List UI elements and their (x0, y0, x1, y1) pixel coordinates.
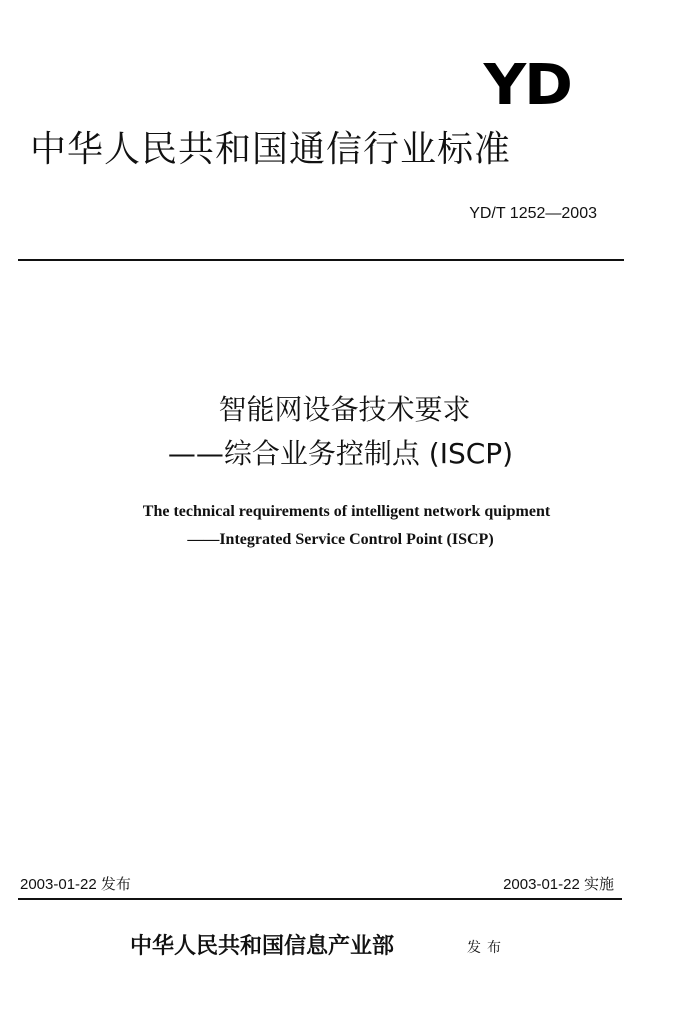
document-title-en-line2: ——Integrated Service Control Point (ISCP) (187, 531, 494, 548)
top-divider (18, 259, 624, 261)
issue-action: 发布 (467, 940, 507, 956)
release-date: 2003-01-22 发布 (20, 876, 131, 893)
document-title-zh-line1: 智能网设备技术要求 (218, 393, 471, 426)
bottom-divider (18, 898, 622, 900)
implementation-date: 2003-01-22 实施 (503, 876, 614, 893)
standard-code: YD/T 1252—2003 (469, 205, 597, 222)
document-title-en-line1: The technical requirements of intelligent network quipment (142, 503, 551, 520)
issuing-authority: 中华人民共和国信息产业部 (130, 933, 395, 959)
document-title-zh-line2: ——综合业务控制点 (ISCP) (167, 437, 514, 470)
yd-logo: YD (483, 53, 571, 118)
standard-title: 中华人民共和国通信行业标准 (30, 129, 512, 170)
